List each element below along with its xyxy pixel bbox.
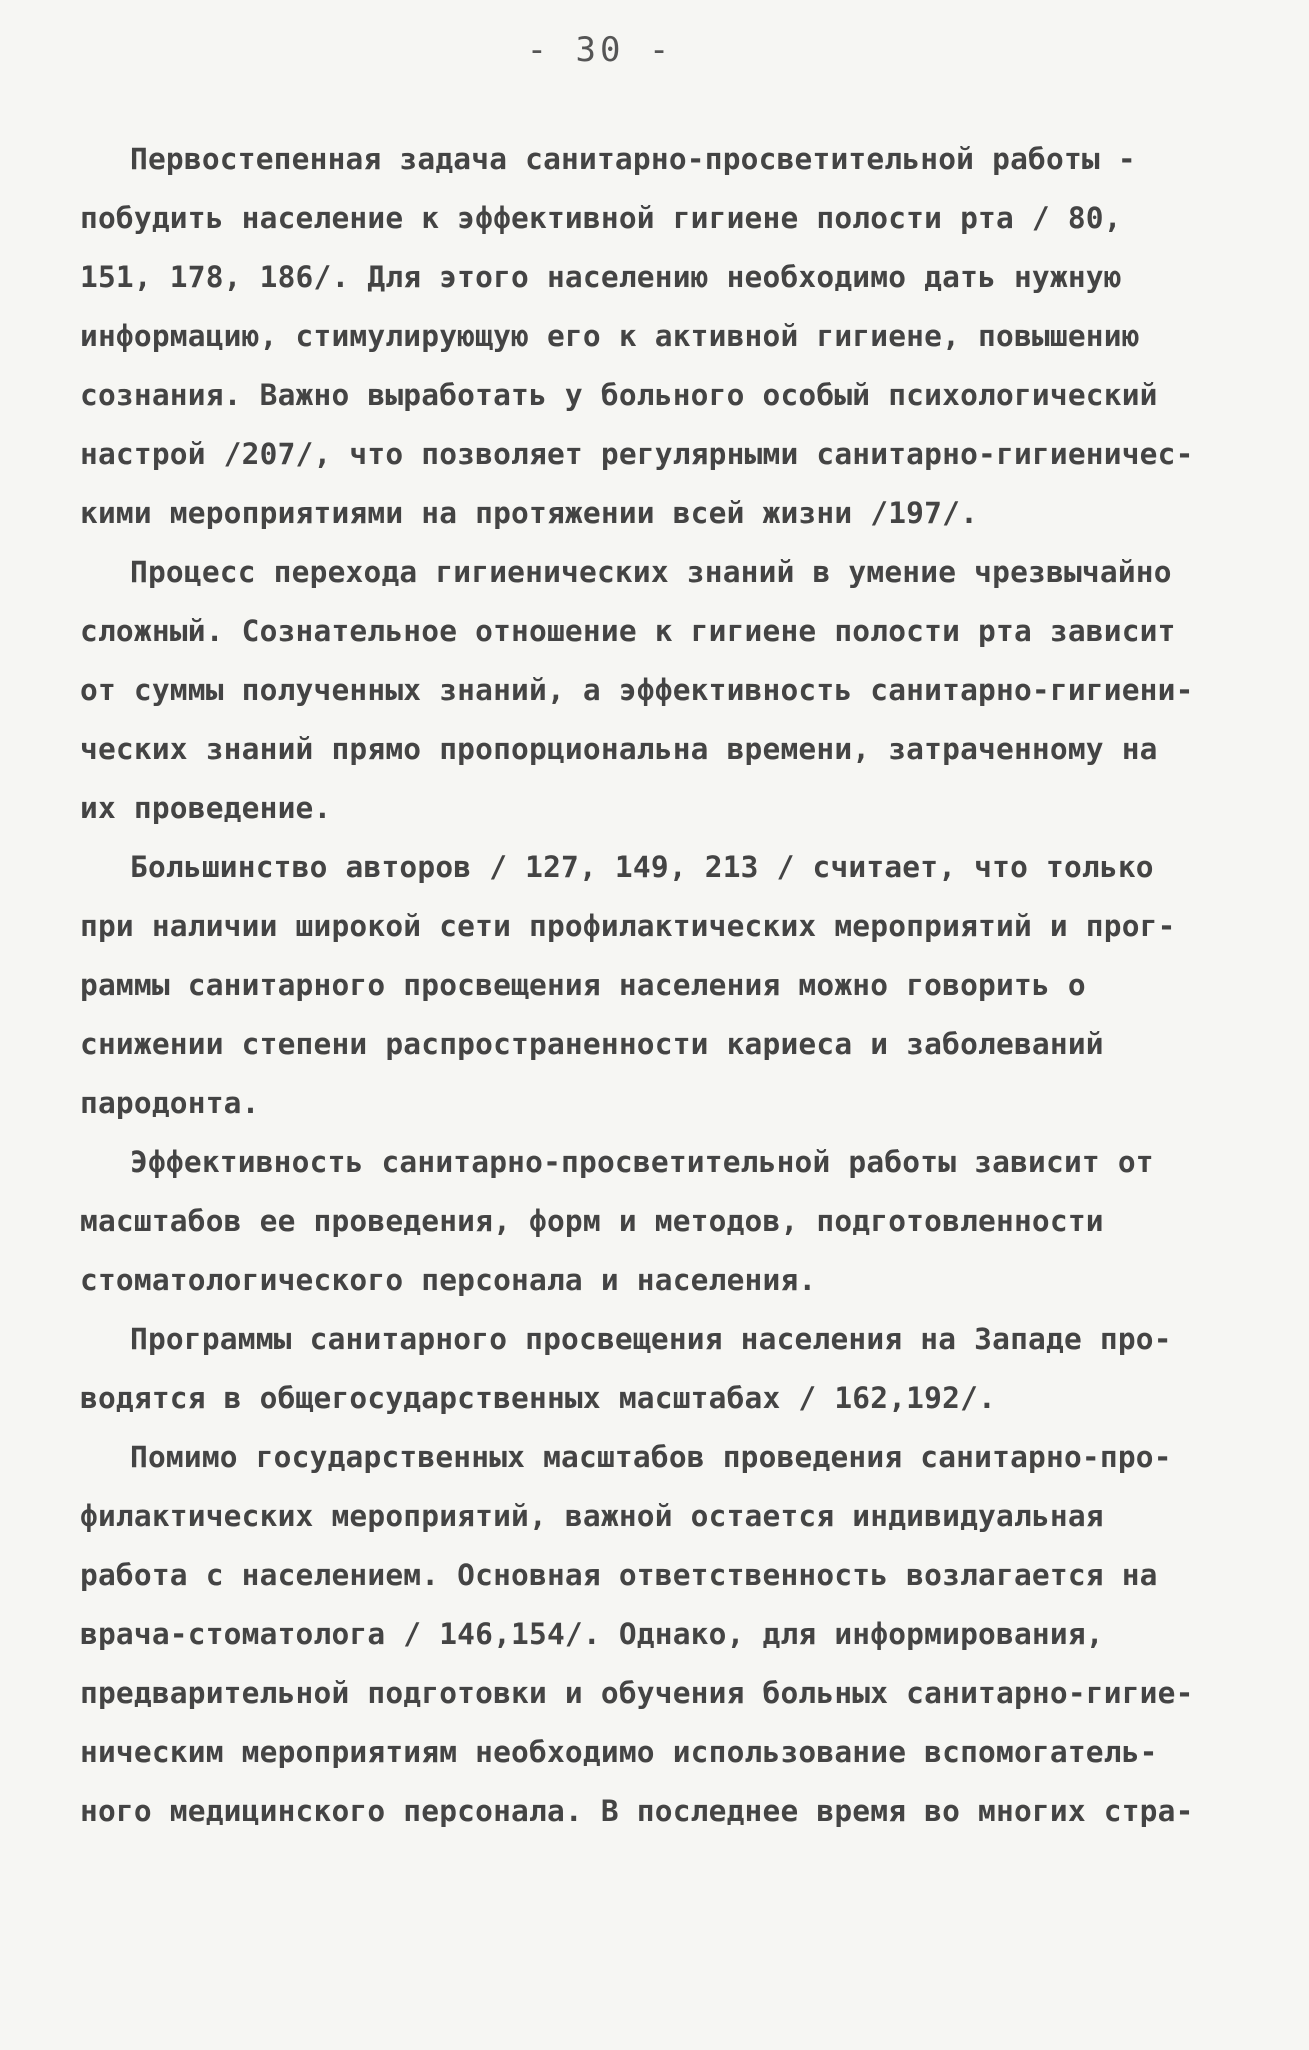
text-line: пародонта.	[80, 1086, 260, 1120]
text-line: кими мероприятиями на протяжении всей жизни /197/.	[80, 496, 979, 530]
text-line: Процесс перехода гигиенических знаний в умение чрезвычайно	[130, 555, 1172, 589]
text-line: раммы санитарного просвещения населения можно говорить о	[80, 968, 1086, 1002]
text-line: от суммы полученных знаний, а эффективность санитарно-гигиени-	[80, 673, 1194, 707]
text-line: Большинство авторов / 127, 149, 213 / считает, что только	[130, 850, 1154, 884]
text-line: ческих знаний прямо пропорциональна времени, затраченному на	[80, 732, 1158, 766]
text-line: их проведение.	[80, 791, 332, 825]
text-line: информацию, стимулирующую его к активной гигиене, повышению	[80, 319, 1140, 353]
text-line: 151, 178, 186/. Для этого населению необходимо дать нужную	[80, 260, 1122, 294]
text-line: настрой /207/, что позволяет регулярными санитарно-гигиеничес-	[80, 437, 1194, 471]
body-text	[80, 130, 1240, 1841]
text-line: ническим мероприятиям необходимо использование вспомогатель-	[80, 1735, 1158, 1769]
page-number: - 30 -	[526, 30, 674, 70]
text-line: врача-стоматолога / 146,154/. Однако, для информирования,	[80, 1617, 1104, 1651]
text-line: сознания. Важно выработать у больного особый психологический	[80, 378, 1158, 412]
text-line: стоматологического персонала и населения.	[80, 1263, 817, 1297]
text-line: работа с населением. Основная ответственность возлагается на	[80, 1558, 1158, 1592]
text-line: Эффективность санитарно-просветительной работы зависит от	[130, 1145, 1154, 1179]
text-line: снижении степени распространенности кариеса и заболеваний	[80, 1027, 1104, 1061]
text-line: Помимо государственных масштабов проведения санитарно-про-	[130, 1440, 1172, 1474]
text-line: ного медицинского персонала. В последнее время во многих стра-	[80, 1794, 1194, 1828]
text-line: Первостепенная задача санитарно-просветительной работы -	[130, 142, 1136, 176]
text-line: Программы санитарного просвещения населения на Западе про-	[130, 1322, 1172, 1356]
text-line: водятся в общегосударственных масштабах / 162,192/.	[80, 1381, 996, 1415]
text-line: побудить население к эффективной гигиене полости рта / 80,	[80, 201, 1122, 235]
text-line: масштабов ее проведения, форм и методов, подготовленности	[80, 1204, 1104, 1238]
text-line: при наличии широкой сети профилактических мероприятий и прог-	[80, 909, 1176, 943]
text-line: предварительной подготовки и обучения больных санитарно-гигие-	[80, 1676, 1194, 1710]
text-line: филактических мероприятий, важной остается индивидуальная	[80, 1499, 1104, 1533]
text-line: сложный. Сознательное отношение к гигиене полости рта зависит	[80, 614, 1176, 648]
